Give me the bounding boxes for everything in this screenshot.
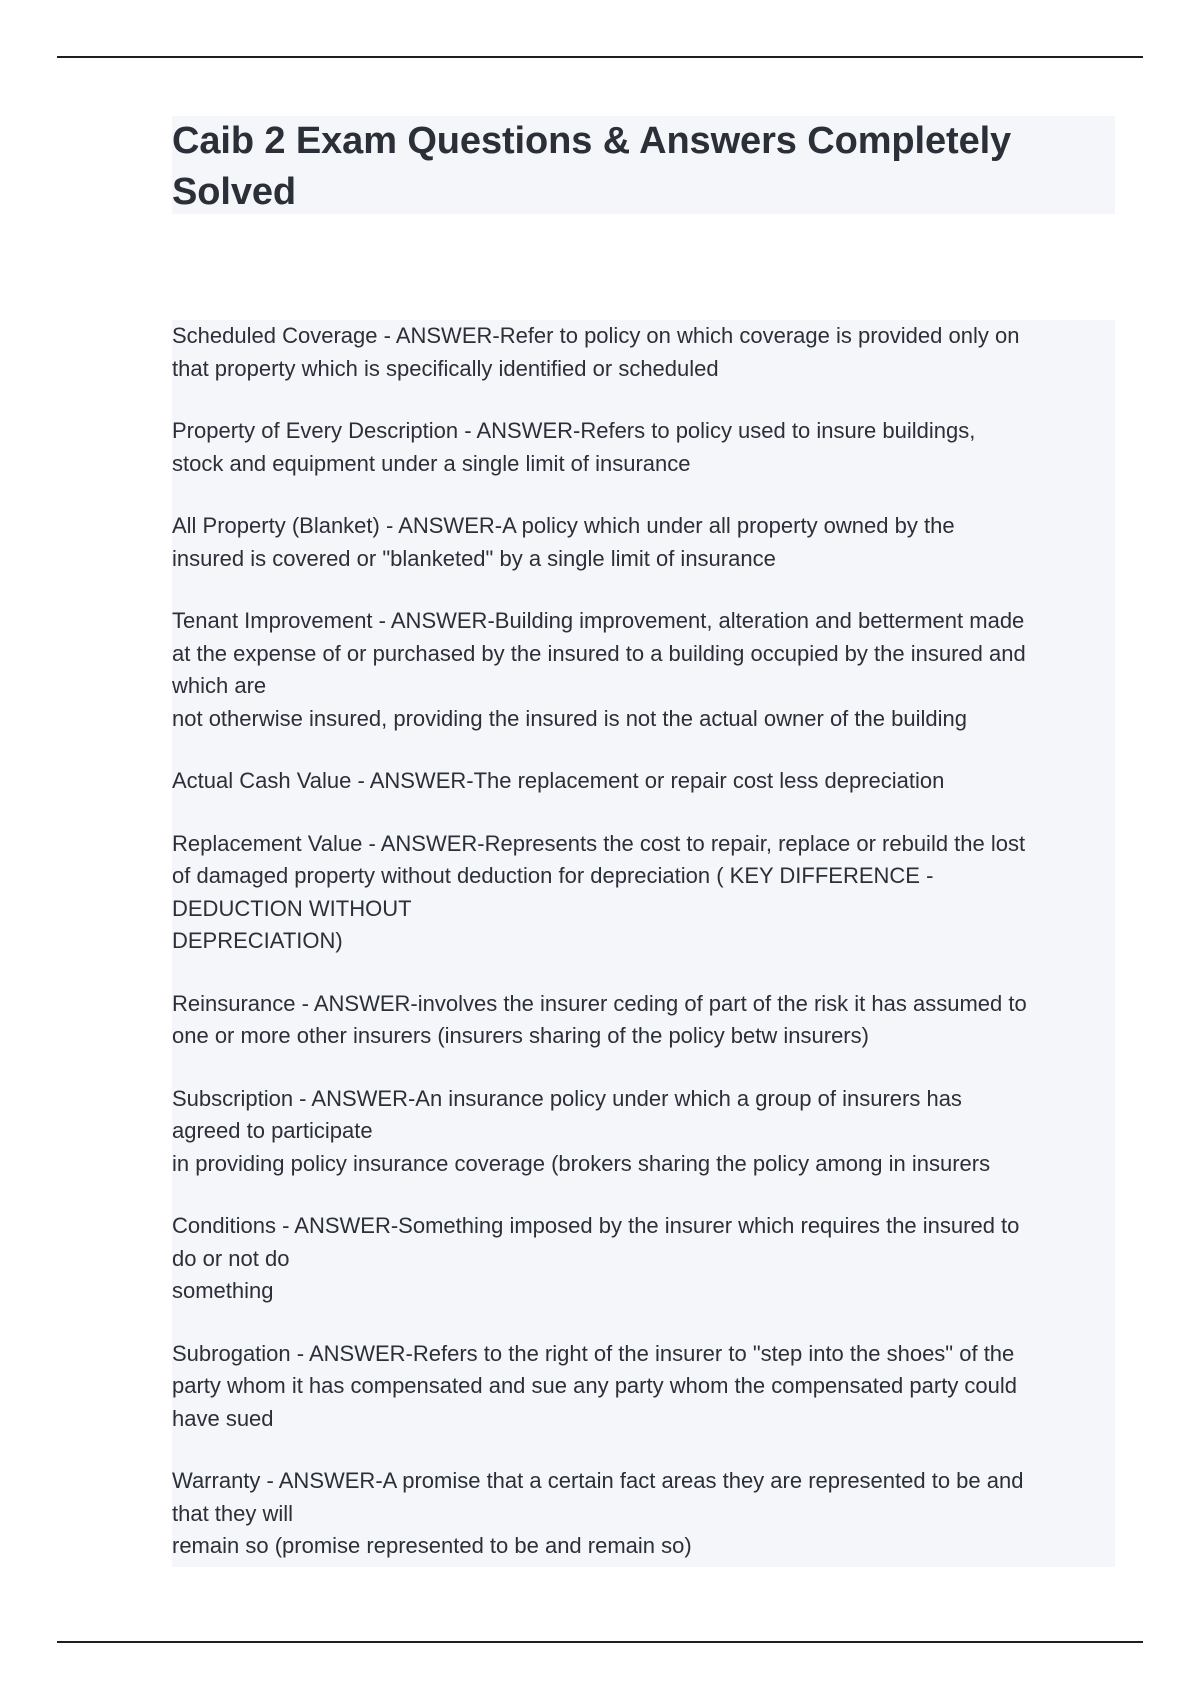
qa-entry: [172, 765, 1115, 798]
title-block: [172, 116, 1115, 214]
qa-line: not otherwise insured, providing the insured is not the actual owner of the building: [172, 705, 967, 731]
qa-line: remain so (promise represented to be and remain so): [172, 1533, 692, 1558]
qa-line: Actual Cash Value - ANSWER-The replacement or repair cost less depreciation: [172, 768, 945, 793]
qa-line: Conditions - ANSWER-Something imposed by the insurer which requires the insured to: [172, 1213, 1020, 1238]
document-title: [172, 116, 1115, 218]
qa-line: do or not do: [172, 1245, 290, 1271]
qa-entry: [172, 1338, 1115, 1436]
qa-line: one or more other insurers (insurers sharing of the policy betw insurers): [172, 1023, 869, 1048]
qa-line: All Property (Blanket) - ANSWER-A policy which under all property owned by the: [172, 513, 955, 538]
qa-line: in providing policy insurance coverage (brokers sharing the policy among in insurers: [172, 1150, 991, 1176]
qa-line: at the expense of or purchased by the insured to a building occupied by the insured and: [172, 640, 1026, 666]
qa-entry: [172, 415, 1115, 480]
qa-line: something: [172, 1278, 274, 1303]
qa-entry: [172, 988, 1115, 1053]
qa-line: Replacement Value - ANSWER-Represents the cost to repair, replace or rebuild the lost: [172, 830, 1026, 856]
qa-line: Scheduled Coverage - ANSWER-Refer to policy on which coverage is provided only on: [172, 323, 1020, 348]
qa-line: insured is covered or "blanketed" by a single limit of insurance: [172, 545, 776, 571]
document-title-line: Caib 2 Exam Questions & Answers Completely: [172, 120, 1012, 162]
qa-line: Reinsurance - ANSWER-involves the insurer ceding of part of the risk it has assumed to: [172, 990, 1027, 1016]
qa-entry: [172, 828, 1115, 958]
qa-line: Tenant Improvement - ANSWER-Building improvement, alteration and betterment made: [172, 608, 1025, 633]
qa-list: [172, 320, 1115, 1567]
top-rule: [57, 56, 1143, 58]
bottom-rule: [57, 1641, 1143, 1643]
qa-line: party whom it has compensated and sue any party whom the compensated party could: [172, 1373, 1018, 1398]
qa-line: Subrogation - ANSWER-Refers to the right of the insurer to "step into the shoes" of the: [172, 1340, 1015, 1366]
qa-line: Warranty - ANSWER-A promise that a certain fact areas they are represented to be and: [172, 1468, 1024, 1493]
qa-line: stock and equipment under a single limit of insurance: [172, 450, 691, 476]
qa-line: agreed to participate: [172, 1118, 373, 1143]
qa-line: which are: [172, 673, 267, 698]
qa-line: have sued: [172, 1405, 274, 1431]
qa-entry: [172, 320, 1115, 385]
qa-line: Property of Every Description - ANSWER-Refers to policy used to insure buildings,: [172, 418, 976, 443]
qa-entry: [172, 1083, 1115, 1181]
qa-line: DEPRECIATION): [172, 928, 343, 953]
qa-line: Subscription - ANSWER-An insurance policy under which a group of insurers has: [172, 1085, 962, 1111]
qa-line: of damaged property without deduction for depreciation ( KEY DIFFERENCE -: [172, 863, 934, 888]
qa-line: DEDUCTION WITHOUT: [172, 895, 412, 921]
qa-line: that they will: [172, 1500, 294, 1526]
qa-entry: [172, 510, 1115, 575]
qa-entry: [172, 605, 1115, 735]
qa-entry: [172, 1465, 1115, 1563]
document-title-line: Solved: [172, 171, 296, 213]
qa-entry: [172, 1210, 1115, 1308]
qa-line: that property which is specifically identified or scheduled: [172, 355, 719, 381]
